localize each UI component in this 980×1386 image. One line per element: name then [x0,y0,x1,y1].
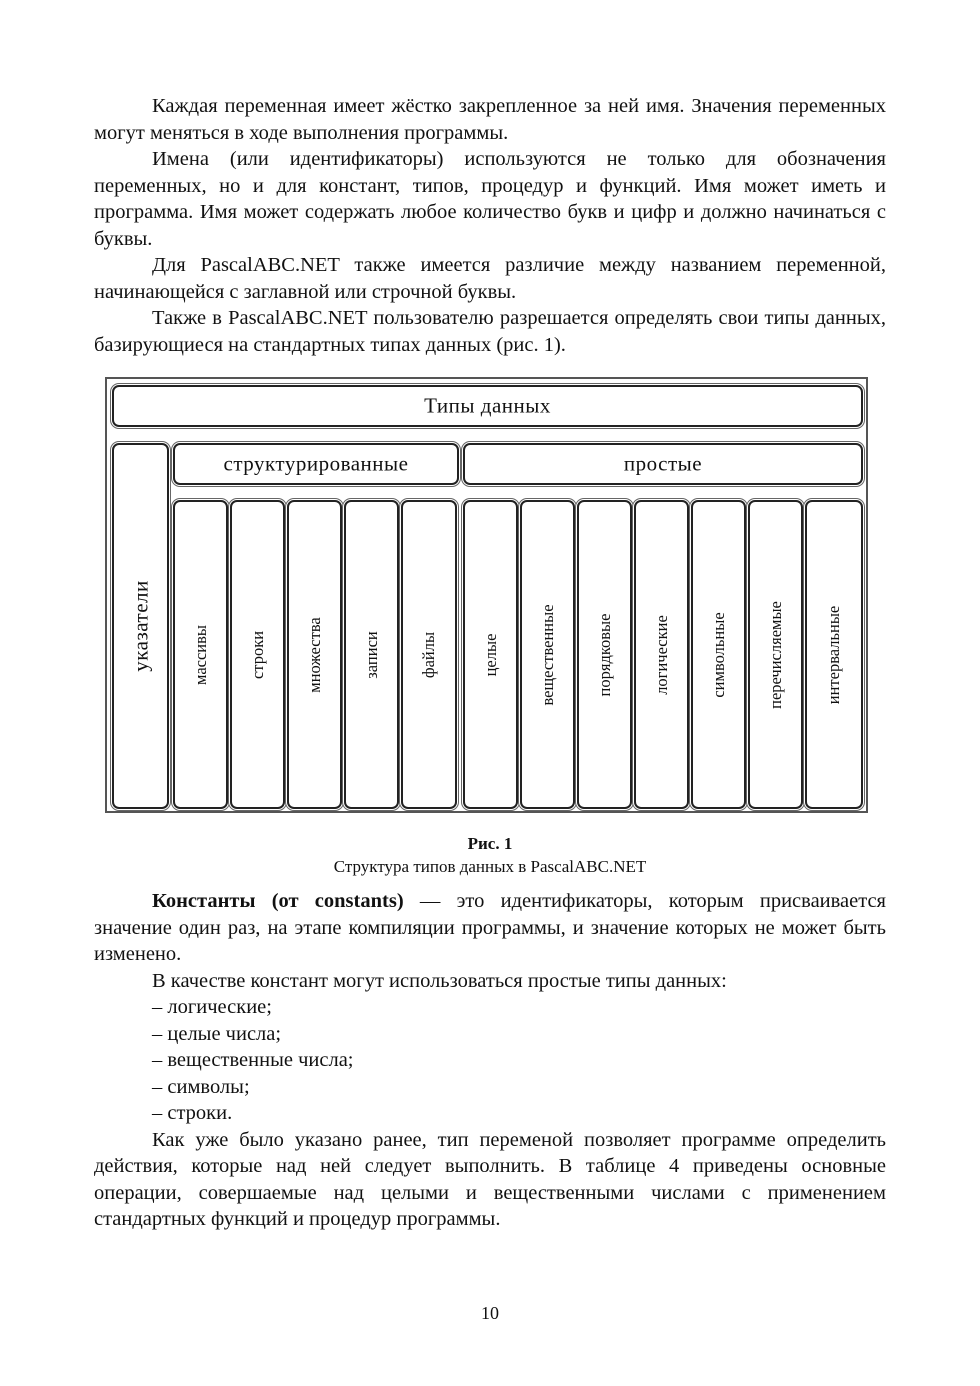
list-intro: В качестве констант могут использоваться простые типы данных: [152,969,727,992]
type-leaf-label: файлы [419,631,438,678]
data-types-diagram [105,377,868,813]
type-leaf-label: логические [651,614,671,695]
type-leaf-label: массивы [190,624,210,685]
pointers-label: указатели [128,580,152,672]
figure-caption-label: Рис. 1 [467,834,513,853]
type-leaf-label: порядковые [594,613,614,696]
type-leaf-label: перечисляемые [765,600,785,709]
page-number: 10 [481,1303,499,1323]
list-item: – строки. [152,1102,233,1124]
paragraph: Также в PascalABC.NET пользователю разрешается определять свои типы данных, базирующиеся на стандартных типах данных (рис. 1). [94,307,886,356]
constants-term: Константы (от constants) [152,890,404,912]
type-leaf-structured [230,500,285,809]
type-leaf-structured [401,500,457,809]
type-leaf-simple [634,500,689,809]
paragraph: Имена (или идентификаторы) используются не только для обозначения переменных, но и для констант, типов, процедур и функций. Имя может иметь и программа. Имя может содержать любое количество букв и цифр и должно начинаться с буквы. [94,148,886,250]
paragraph: Для PascalABC.NET также имеется различие между названием переменной, начинающейся с заглавной или строчной буквы. [94,254,886,303]
type-leaf-label: вещественные [537,603,557,706]
type-leaf-simple [577,500,632,809]
list-item: – логические; [152,996,272,1018]
constants-definition-text: — это идентификаторы, которым присваивается значение один раз, на этапе компиляции программы, и значение которых не может быть изменено. [94,890,886,965]
constants-definition [94,888,886,968]
type-leaf-label: множества [304,616,324,693]
root-label: Типы данных [424,393,551,418]
type-leaf-simple [748,500,803,809]
type-leaf-structured [287,500,342,809]
figure-caption-title: Структура типов данных в PascalABC.NET [333,857,647,876]
intro-text [94,93,886,358]
type-leaf-simple [805,500,863,809]
type-leaf-label: символьные [708,611,728,698]
type-leaf-label: строки [247,630,267,679]
structured-label: структурированные [223,451,409,476]
type-leaf-label: записи [361,630,381,679]
constants-section [94,888,886,1233]
type-leaf-simple [691,500,746,809]
type-leaf-label: интервальные [824,605,843,704]
type-leaf-simple [520,500,575,809]
type-leaf-simple [463,500,518,809]
simple-label: простые [623,451,703,476]
list-item: – вещественные числа; [152,1049,354,1071]
type-leaf-structured [344,500,399,809]
type-leaf-structured [173,500,228,809]
paragraph: Каждая переменная имеет жёстко закрепленное за ней имя. Значения переменных могут меняться в ходе выполнения программы. [94,95,886,144]
simple-node [463,443,863,485]
figure-caption [94,832,886,878]
list-item: – целые числа; [152,1022,282,1045]
pointers-node [112,443,169,809]
structured-node [173,443,459,485]
type-leaf-label: целые [480,633,500,676]
list-item: – символы; [152,1075,250,1098]
paragraph: Как уже было указано ранее, тип переменой позволяет программе определить действия, которые над ней следует выполнить. В таблице 4 приведены основные операции, совершаемые над целыми и вещественными числами с применением стандартных функций и процедур программы. [94,1128,886,1230]
root-node [112,385,863,427]
